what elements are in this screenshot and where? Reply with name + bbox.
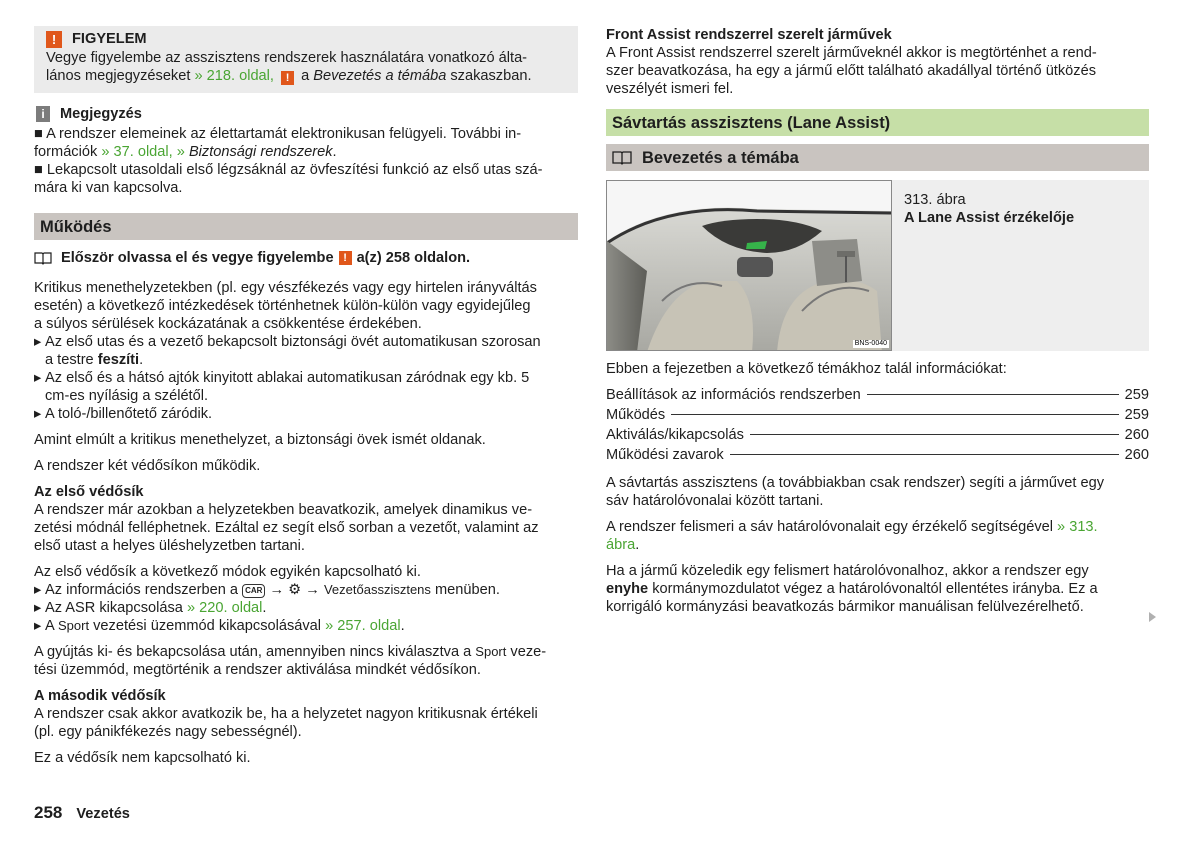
note-title: Megjegyzés xyxy=(60,106,142,122)
subheading-second-level: A második védősík xyxy=(34,688,166,704)
note-header xyxy=(34,105,578,123)
info-icon: i xyxy=(36,106,50,122)
asr-page-link[interactable]: » 220. oldal xyxy=(186,600,263,616)
left-column xyxy=(34,26,578,767)
figure-link[interactable]: » 313. xyxy=(1057,519,1098,535)
book-icon xyxy=(612,150,632,165)
figure-title: A Lane Assist érzékelője xyxy=(904,210,1075,226)
list-item: ▸ Az ASR kikapcsolása » 220. oldal. xyxy=(34,600,267,616)
figure-link-cont[interactable]: ábra xyxy=(606,537,636,553)
warning-section-ref: Bevezetés a témába xyxy=(313,68,447,84)
warning-icon: ! xyxy=(46,31,62,48)
page-footer xyxy=(34,804,130,823)
list-item: ▸ Az információs rendszerben a CAR → ⚙ → Vezetőasszisztens menüben. xyxy=(34,582,500,598)
figure-number: 313. ábra xyxy=(904,192,966,208)
paragraph-switch-off: Az első védősík a következő módok egyikén kapcsolható ki. xyxy=(34,564,421,580)
subheading-first-level: Az első védősík xyxy=(34,484,144,500)
list-item: ▸ Az első és a hátsó ajtók kinyitott ablakai automatikusan záródnak egy kb. 5 cm-es nyílásig a szélétől. xyxy=(34,370,530,404)
paragraph-ignition: A gyújtás ki- és bekapcsolása után, amennyiben nincs kiválasztva a Sport veze- tési üzemmód, megtörténik a rendszer aktiválása mindkét védősíkon. xyxy=(34,644,547,678)
warning-text-line2: lános megjegyzéseket » 218. oldal, ! a Bevezetés a témába szakaszban. xyxy=(46,68,532,84)
warning-header xyxy=(46,29,566,49)
menu-driver-assist: Vezetőasszisztens xyxy=(323,582,431,597)
warning-page-link[interactable]: » 218. oldal, xyxy=(194,68,274,84)
warning-inline-icon: ! xyxy=(339,251,352,265)
section-heading-intro: Bevezetés a témába xyxy=(606,144,1149,171)
page-number: 258 xyxy=(34,803,63,822)
footer-section: Vezetés xyxy=(76,806,130,822)
figure-caption xyxy=(892,180,1149,351)
toc-list xyxy=(606,386,1149,466)
right-column xyxy=(606,26,1149,616)
figure-313 xyxy=(606,180,1149,351)
book-icon xyxy=(34,251,52,265)
note-bullet1-line1: ■ A rendszer elemeinek az élettartamát elektronikusan felügyeli. További in- xyxy=(34,126,522,142)
note-page-link[interactable]: » 37. oldal, » xyxy=(101,144,189,160)
note-bullet1-line2: formációk » 37. oldal, » Biztonsági rendszerek. xyxy=(34,144,337,160)
toc-row[interactable]: Működési zavarok 260 xyxy=(606,447,1149,463)
paragraph-critical: Kritikus menethelyzetekben (pl. egy vészfékezés vagy egy hirtelen irányváltás esetén) a következő intézkedések történhetnek külön-külön vagy egyidejűleg a súlyos sérülések kockázatának a csökkentése érdekében. xyxy=(34,280,537,332)
paragraph-not-switchable: Ez a védősík nem kapcsolható ki. xyxy=(34,750,251,766)
note-section-link[interactable]: Biztonsági rendszerek xyxy=(188,144,333,160)
list-item: ▸ A Sport vezetési üzemmód kikapcsolásával » 257. oldal. xyxy=(34,618,405,634)
section-heading-lane-assist: Sávtartás asszisztens (Lane Assist) xyxy=(606,109,1149,136)
figure-code: BNS-0040 xyxy=(854,340,887,347)
list-item: ▸ Az első utas és a vezető bekapcsolt biztonsági övét automatikusan szorosan a testre feszíti. xyxy=(34,334,541,368)
front-assist-text: A Front Assist rendszerrel szerelt járműveknél akkor is megtörténhet a rend- szer beavatkozása, ha egy a jármű előtt található akadállyal történő ütközés veszélyét ismeri fel. xyxy=(606,45,1097,97)
continue-arrow-icon xyxy=(1149,612,1156,622)
note-bullet2-line1: ■ Lekapcsolt utasoldali első légzsáknál az övfeszítési funkció az első utas szá- xyxy=(34,162,543,178)
toc-row[interactable]: Aktiválás/kikapcsolás 260 xyxy=(606,427,1149,443)
paragraph-first-level: A rendszer már azokban a helyzetekben beavatkozik, amelyek dinamikus ve- zetési módnál felléphetnek. Ezáltal ez segít első sorban a vezetőt, valamint az első utast a helyes üléshelyzetben tartani. xyxy=(34,502,539,554)
sport-page-link[interactable]: » 257. oldal xyxy=(325,618,401,634)
paragraph-second-level: A rendszer csak akkor avatkozik be, ha a helyzetet nagyon kritikusnak értékeli (pl. egy pánikfékezés nagy sebességnél). xyxy=(34,706,538,740)
note-body xyxy=(34,125,578,197)
list-item: ▸ A toló-/billenőtető záródik. xyxy=(34,406,213,422)
warning-text-line1: Vegye figyelembe az asszisztens rendszerek használatára vonatkozó álta- xyxy=(46,50,528,66)
toc-intro: Ebben a fejezetben a következő témákhoz talál információkat: xyxy=(606,361,1007,377)
warning-inline-icon: ! xyxy=(281,71,294,85)
toc-row[interactable]: Beállítások az információs rendszerben 259 xyxy=(606,387,1149,403)
paragraph-lane-assist-intro: A sávtartás asszisztens (a továbbiakban csak rendszer) segíti a járművet egy sáv határolóvonalai között tartani. xyxy=(606,475,1105,509)
front-assist-heading: Front Assist rendszerrel szerelt járművek xyxy=(606,27,892,43)
read-first-line: Először olvassa el és vegye figyelembe ! a(z) 258 oldalon. xyxy=(34,249,578,267)
paragraph-sensor: A rendszer felismeri a sáv határolóvonalait egy érzékelő segítségével » 313. ábra. xyxy=(606,519,1098,553)
toc-row[interactable]: Működés 259 xyxy=(606,407,1149,423)
paragraph-belts-release: Amint elmúlt a kritikus menethelyzet, a biztonsági övek ismét oldanak. xyxy=(34,432,486,448)
car-interior-illustration xyxy=(607,181,892,351)
section-heading-mukodes: Működés xyxy=(34,213,578,240)
note-bullet2-line2: mára ki van kapcsolva. xyxy=(34,180,183,196)
warning-box xyxy=(34,26,578,93)
figure-image-lane-assist-sensor xyxy=(606,180,892,351)
paragraph-two-levels: A rendszer két védősíkon működik. xyxy=(34,458,261,474)
paragraph-steering: Ha a jármű közeledik egy felismert határolóvonalhoz, akkor a rendszer egy enyhe kormánymozdulatot végez a határolóvonaltól ellentétes irányba. Ez a korrigáló kormányzási beavatkozás bármikor manuálisan felülvezérelhető. xyxy=(606,563,1098,615)
settings-gear-icon: ⚙ xyxy=(288,582,302,598)
car-button-icon: CAR xyxy=(242,584,265,598)
warning-title: FIGYELEM xyxy=(72,31,147,47)
